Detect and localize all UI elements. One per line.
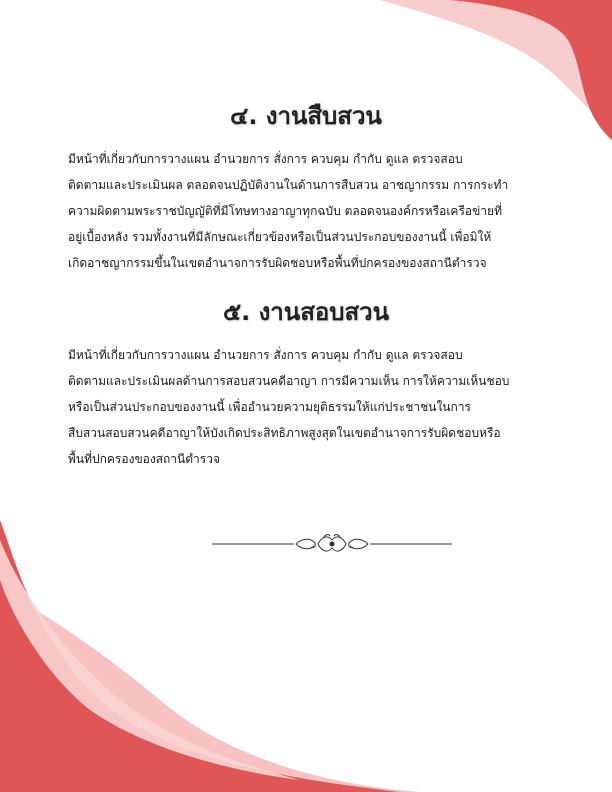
section-body-investigation: มีหน้าที่เกี่ยวกับการวางแผน อำนวยการ สั่งการ ควบคุม กำกับ ดูแล ตรวจสอบ ติดตามและประเมินผล ตลอดจนปฏิบัติงานในด้านการสืบสวน อาชญากรรม การกระทำ ความผิดตามพระราชบัญญัติที่มีโทษทางอาญาทุกฉบับ ตลอดจนองค์กรหรือเครือข่ายที่ อยู่เบื้องหลัง รวมทั้งงานที่มีลักษณะเกี่ยวข้องหรือเป็นส่วนประกอบของงานนี้ เพื่อมิให้ เกิดอาชญากรรมขึ้นในเขตอำนาจการรับผิดชอบหรือพื้นที่ปกครองของสถานีตำรวจ (68, 152, 509, 270)
flourish-divider (212, 532, 452, 556)
flourish-ornament-icon (296, 535, 368, 551)
section-body-inquiry: มีหน้าที่เกี่ยวกับการวางแผน อำนวยการ สั่งการ ควบคุม กำกับ ดูแล ตรวจสอบ ติดตามและประเมินผลด้านการสอบสวนคดีอาญา การมีความเห็น การให้ความเห็นชอบ หรือเป็นส่วนประกอบของงานนี้ เพื่ออำนวยความยุติธรรมให้แก่ประชาชนในการ สืบสวนสอบสวนคดีอาญาให้บังเกิดประสิทธิภาพสูงสุดในเขตอำนาจการรับผิดชอบหรือ พื้นที่ปกครองของสถานีตำรวจ (68, 348, 510, 466)
section-title-investigation: ๔. งานสืบสวน (230, 102, 382, 130)
section-title-inquiry: ๕. งานสอบสวน (222, 298, 390, 326)
